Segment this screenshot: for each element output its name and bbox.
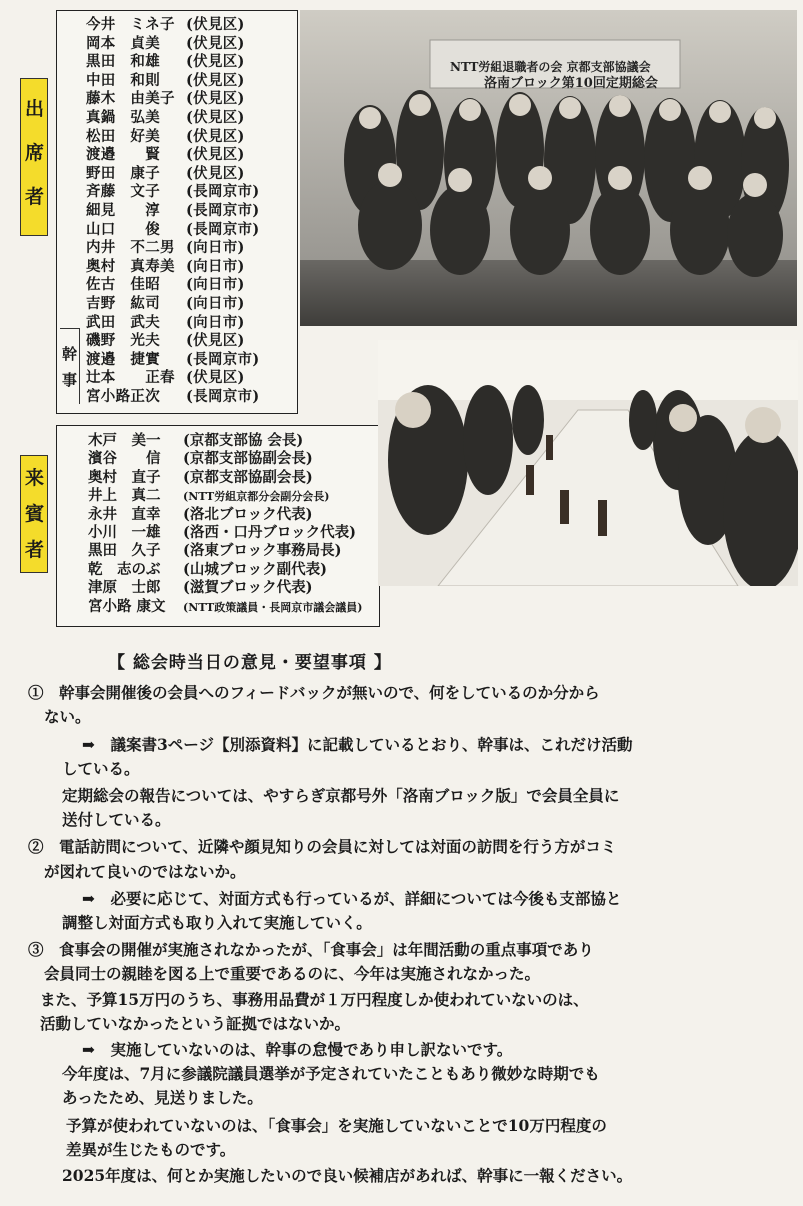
guest-name: 永井 直幸 — [88, 505, 161, 523]
attendee-area: (向日市) — [186, 295, 245, 312]
attendee-area: (長岡京市) — [186, 350, 260, 368]
guest-role: (京都支部協副会長) — [183, 450, 313, 468]
guest-role: (山城ブロック副代表) — [183, 560, 327, 578]
body-line: 2025年度は、何とか実施したいので良い候補店があれば、幹事に一報ください。 — [62, 1166, 633, 1185]
attendee-area: (向日市) — [186, 313, 245, 331]
attendee-name: 佐古 佳昭 — [86, 276, 160, 294]
attendee-area: (伏見区) — [186, 53, 245, 71]
guest-role: (京都支部協 会長) — [183, 432, 304, 449]
attendee-name: 山口 俊 — [86, 220, 160, 238]
guest-name: 乾 志のぶ — [88, 560, 161, 578]
attendee-name: 辻本 正春 — [86, 369, 175, 387]
attendee-name: 武田 武夫 — [86, 313, 160, 331]
attendee-name: 渡邉 賢 — [86, 146, 160, 164]
attendee-name: 吉野 紘司 — [86, 295, 160, 312]
kanji-label-text: 幹事 — [61, 345, 77, 389]
guests-label-text: 来賓者 — [25, 467, 45, 561]
attendee-name: 磯野 光夫 — [86, 332, 160, 350]
attendee-name: 野田 康子 — [86, 164, 160, 182]
body-line: あったため、見送りました。 — [62, 1088, 263, 1107]
guest-role: (洛北ブロック代表) — [183, 505, 313, 523]
attendee-area: (長岡京市) — [186, 202, 260, 219]
photo-banner-org: NTT労組退職者の会 京都支部協議会 — [450, 60, 651, 74]
guest-role: (滋賀ブロック代表) — [183, 579, 313, 597]
body-line: ③ 食事会の開催が実施されなかったが、「食事会」は年間活動の重点事項であり — [28, 940, 594, 959]
attendee-name: 細見 淳 — [86, 202, 160, 219]
body-line: 差異が生じたものです。 — [66, 1140, 236, 1159]
attendee-area: (向日市) — [186, 257, 245, 275]
body-line: している。 — [62, 759, 140, 778]
photo-banner-event: 洛南ブロック第10回定期総会 — [484, 76, 658, 91]
guest-name: 宮小路 康文 — [88, 597, 166, 615]
attendee-name: 今井 ミネ子 — [86, 16, 175, 33]
guest-name: 木戸 美一 — [88, 432, 161, 449]
body-line: ➡ 必要に応じて、対面方式も行っているが、詳細については今後も支部協と — [82, 889, 622, 908]
body-line: 予算が使われていないのは、「食事会」を実施していないことで10万円程度の — [66, 1116, 607, 1135]
attendee-name: 渡邉 捷實 — [86, 350, 160, 368]
body-line: ② 電話訪問について、近隣や顔見知りの会員に対しては対面の訪問を行う方がコミ — [28, 837, 617, 856]
attendee-name: 奥村 真寿美 — [86, 257, 175, 275]
body-line: が図れて良いのではないか。 — [44, 862, 246, 881]
attendee-name: 内井 不二男 — [86, 239, 175, 257]
attendee-area: (長岡京市) — [186, 220, 260, 238]
attendee-area: (伏見区) — [186, 71, 245, 89]
attendee-area: (伏見区) — [186, 16, 245, 33]
body-line: ① 幹事会開催後の会員へのフィードバックが無いので、何をしているのか分から — [28, 683, 600, 702]
guest-name: 黒田 久子 — [88, 542, 161, 560]
attendee-area: (伏見区) — [186, 34, 245, 52]
attendee-area: (長岡京市) — [186, 183, 260, 201]
body-line: 活動していなかったという証拠ではないか。 — [40, 1014, 351, 1033]
section-heading: 【 総会時当日の意見・要望事項 】 — [108, 653, 392, 673]
attendee-name: 中田 和則 — [86, 71, 160, 89]
body-line: また、予算15万円のうち、事務用品費が１万円程度しか使われていないのは、 — [40, 990, 589, 1009]
attendee-area: (伏見区) — [186, 146, 245, 164]
body-line: ➡ 実施していないのは、幹事の怠慢であり申し訳ないです。 — [82, 1040, 513, 1059]
attendee-area: (伏見区) — [186, 369, 245, 387]
attendee-name: 松田 好美 — [86, 127, 160, 145]
body-line: 会員同士の親睦を図る上で重要であるのに、今年は実施されなかった。 — [44, 964, 541, 983]
guest-name: 奥村 直子 — [88, 468, 161, 486]
attendee-area: (伏見区) — [186, 109, 245, 126]
guest-role: (NTT労組京都分会副分会長) — [183, 490, 330, 504]
attendee-area: (伏見区) — [186, 127, 245, 145]
attendee-name: 藤木 由美子 — [86, 90, 175, 108]
attendee-name: 黒田 和雄 — [86, 53, 160, 71]
attendee-area: (長岡京市) — [186, 388, 260, 405]
attendee-name: 斉藤 文子 — [86, 183, 160, 201]
guest-name: 濱谷 信 — [88, 450, 161, 468]
guest-name: 井上 真二 — [88, 487, 161, 505]
attendee-name: 宮小路正次 — [86, 388, 160, 405]
guest-role: (洛東ブロック事務局長) — [183, 542, 342, 560]
attendee-name: 真鍋 弘美 — [86, 109, 160, 126]
attendee-area: (伏見区) — [186, 164, 245, 182]
attendee-area: (伏見区) — [186, 332, 245, 350]
guest-role: (洛西・口丹ブロック代表) — [183, 524, 356, 541]
attendee-area: (向日市) — [186, 239, 245, 257]
guest-name: 津原 士郎 — [88, 579, 161, 597]
body-line: 調整し対面方式も取り入れて実施していく。 — [62, 913, 372, 932]
body-line: 送付している。 — [62, 810, 171, 829]
attendee-area: (伏見区) — [186, 90, 245, 108]
attendees-label-text: 出席者 — [25, 98, 45, 208]
body-line: 今年度は、7月に参議院議員選挙が予定されていたこともあり微妙な時期でも — [62, 1064, 600, 1083]
attendee-area: (向日市) — [186, 276, 245, 294]
body-line: 定期総会の報告については、やすらぎ京都号外「洛南ブロック版」で会員全員に — [62, 786, 620, 805]
attendee-name: 岡本 貞美 — [86, 34, 160, 52]
guest-role: (NTT政策議員・長岡京市議会議員) — [183, 600, 363, 614]
body-line: ➡ 議案書3ページ【別添資料】に記載しているとおり、幹事は、これだけ活動 — [82, 735, 633, 754]
guest-role: (京都支部協副会長) — [183, 468, 313, 486]
body-line: ない。 — [44, 707, 91, 726]
guest-name: 小川 一雄 — [88, 524, 161, 541]
